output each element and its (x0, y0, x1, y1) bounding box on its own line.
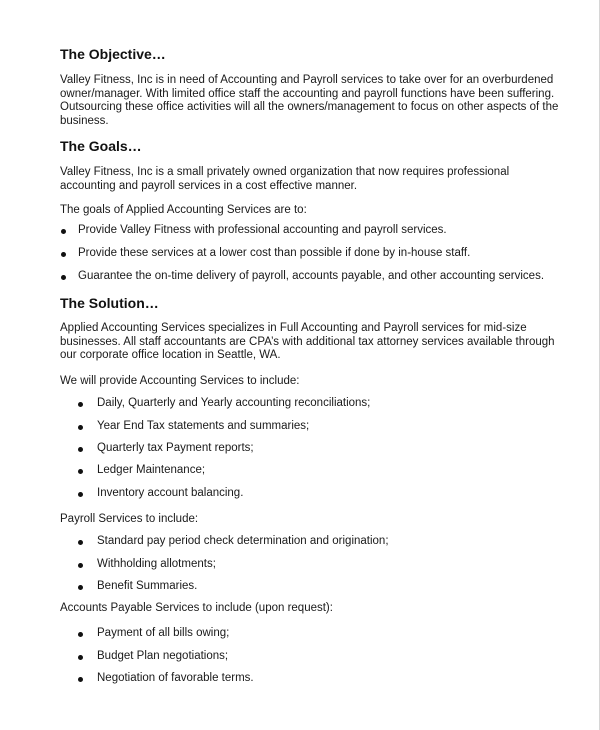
goals-list-item: Provide Valley Fitness with professional accounting and payroll services. (78, 224, 447, 236)
bullet-icon (61, 275, 66, 280)
bullet-icon (78, 677, 83, 682)
solution-intro (60, 322, 560, 363)
goals-list-item: Provide these services at a lower cost than possible if done by in-house staff. (78, 247, 471, 259)
bullet-icon (78, 632, 83, 637)
accounting-list-item: Quarterly tax Payment reports; (97, 442, 254, 454)
accounting-list-item: Daily, Quarterly and Yearly accounting reconciliations; (97, 397, 371, 409)
accounting-list-item: Year End Tax statements and summaries; (97, 420, 310, 432)
objective-paragraph (60, 74, 560, 128)
goals-heading: The Goals… (60, 138, 142, 154)
bullet-icon (78, 563, 83, 568)
goals-list-intro: The goals of Applied Accounting Services are to: (60, 204, 307, 216)
bullet-icon (78, 655, 83, 660)
objective-line: owner/manager. With limited office staff the accounting and payroll functions have been suffering. (60, 87, 555, 100)
objective-line: Outsourcing these office activities will all the owners/management to focus on other aspects of the (60, 101, 559, 113)
payroll-list-item: Standard pay period check determination and origination; (97, 535, 389, 547)
solution-heading: The Solution… (60, 295, 159, 311)
accounting-list-item: Inventory account balancing. (97, 487, 244, 499)
bullet-icon (78, 540, 83, 545)
ap-list-item: Budget Plan negotiations; (97, 650, 229, 662)
bullet-icon (78, 425, 83, 430)
bullet-icon (78, 469, 83, 474)
objective-heading: The Objective… (60, 46, 166, 62)
payroll-intro: Payroll Services to include: (60, 513, 199, 525)
accounting-intro: We will provide Accounting Services to include: (60, 375, 300, 387)
bullet-icon (78, 585, 83, 590)
solution-intro-line: businesses. All staff accountants are CPA’s with additional tax attorney services available through (60, 335, 555, 348)
bullet-icon (61, 252, 66, 257)
goals-list-item: Guarantee the on-time delivery of payroll, accounts payable, and other accounting services. (78, 270, 545, 282)
ap-intro: Accounts Payable Services to include (upon request): (60, 602, 333, 614)
bullet-icon (78, 492, 83, 497)
objective-line: Valley Fitness, Inc is in need of Accounting and Payroll services to take over for an overburdened (60, 74, 554, 86)
bullet-icon (78, 447, 83, 452)
ap-list-item: Negotiation of favorable terms. (97, 672, 254, 684)
bullet-icon (78, 402, 83, 407)
objective-line: business. (60, 114, 109, 127)
goals-intro-line: Valley Fitness, Inc is a small privately owned organization that now requires professional (60, 166, 510, 178)
payroll-list-item: Withholding allotments; (97, 558, 216, 570)
bullet-icon (61, 229, 66, 234)
goals-intro (60, 166, 560, 193)
solution-intro-line: Applied Accounting Services specializes in Full Accounting and Payroll services for mid-size (60, 322, 527, 334)
accounting-list-item: Ledger Maintenance; (97, 464, 206, 476)
payroll-list-item: Benefit Summaries. (97, 580, 198, 592)
goals-intro-line: accounting and payroll services in a cost effective manner. (60, 179, 358, 192)
ap-list-item: Payment of all bills owing; (97, 627, 230, 639)
solution-intro-line: our corporate office location in Seattle, WA. (60, 349, 281, 361)
